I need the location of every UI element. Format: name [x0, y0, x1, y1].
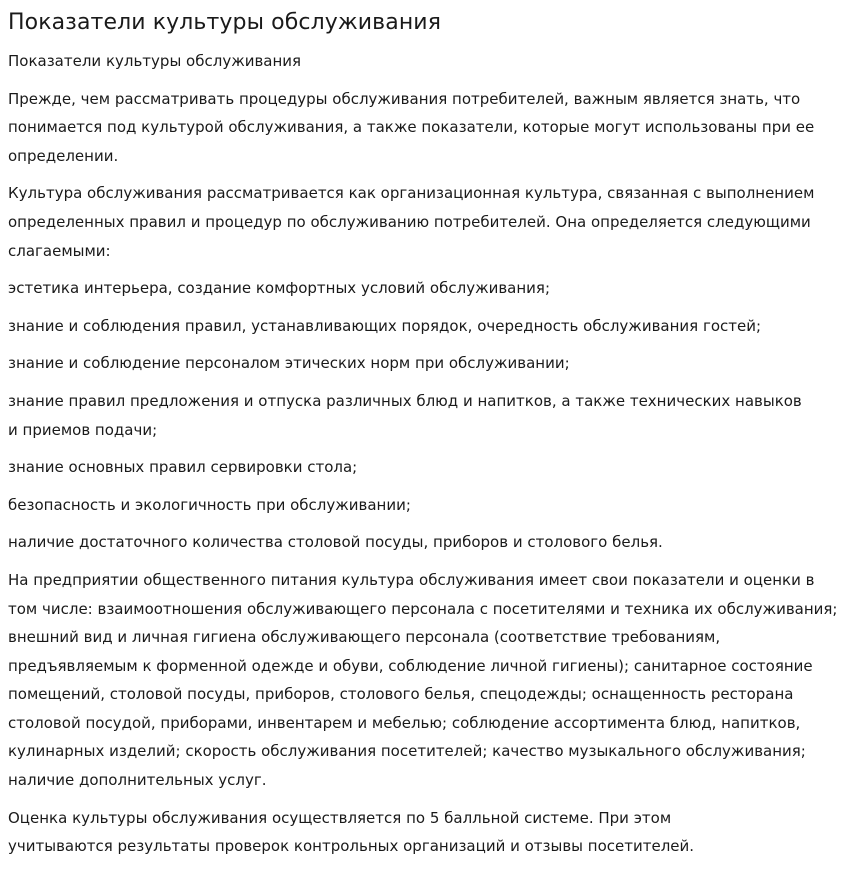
list-item: безопасность и экологичность при обслуживании; — [8, 495, 411, 514]
list-item: знание и соблюдение персоналом этических норм при обслуживании; — [8, 354, 570, 373]
list-item: знание правил предложения и отпуска различных блюд и напитков, а также технических навыков и приемов подачи; — [8, 391, 802, 439]
definition-paragraph — [8, 179, 839, 265]
list-item: знание основных правил сервировки стола; — [8, 458, 358, 477]
page-title: Показатели культуры обслуживания — [8, 10, 442, 35]
definition-text: Культура обслуживания рассматривается как организационная культура, связанная с выполнением определенных правил и процедур по обслуживанию потребителей. Она определяется следующими слагаемыми: — [8, 184, 815, 260]
evaluation-paragraph: Оценка культуры обслуживания осуществляется по 5 балльной системе. При этом учитываются результаты проверок контрольных организаций и отзывы посетителей. — [8, 808, 695, 856]
section-subtitle: Показатели культуры обслуживания — [8, 52, 302, 70]
list-item: эстетика интерьера, создание комфортных условий обслуживания; — [8, 279, 550, 298]
list-item: наличие достаточного количества столовой посуды, приборов и столового белья. — [8, 533, 663, 552]
list-item: знание и соблюдения правил, устанавливающих порядок, очередность обслуживания гостей; — [8, 316, 762, 335]
indicators-paragraph: На предприятии общественного питания культура обслуживания имеет свои показатели и оценки в том числе: взаимоотношения обслуживающего персонала с посетителями и техника их обслуживания; внешний вид и личная гигиена обслуживающего персонала (соответствие требованиям, предъявляемым к форменной одежде и обуви, соблюдение личной гигиены); санитарное состояние помещений, столовой посуды, приборов, столового белья, спецодежды; оснащенность ресторана столовой посудой, приборами, инвентарем и мебелью; соблюдение ассортимента блюд, напитков, кулинарных изделий; скорость обслуживания посетителей; качество музыкального обслуживания; наличие дополнительных услуг. — [8, 570, 838, 790]
intro-paragraph: Прежде, чем рассматривать процедуры обслуживания потребителей, важным является знать, что понимается под культурой обслуживания, а также показатели, которые могут использованы при ее определении. — [8, 89, 815, 165]
